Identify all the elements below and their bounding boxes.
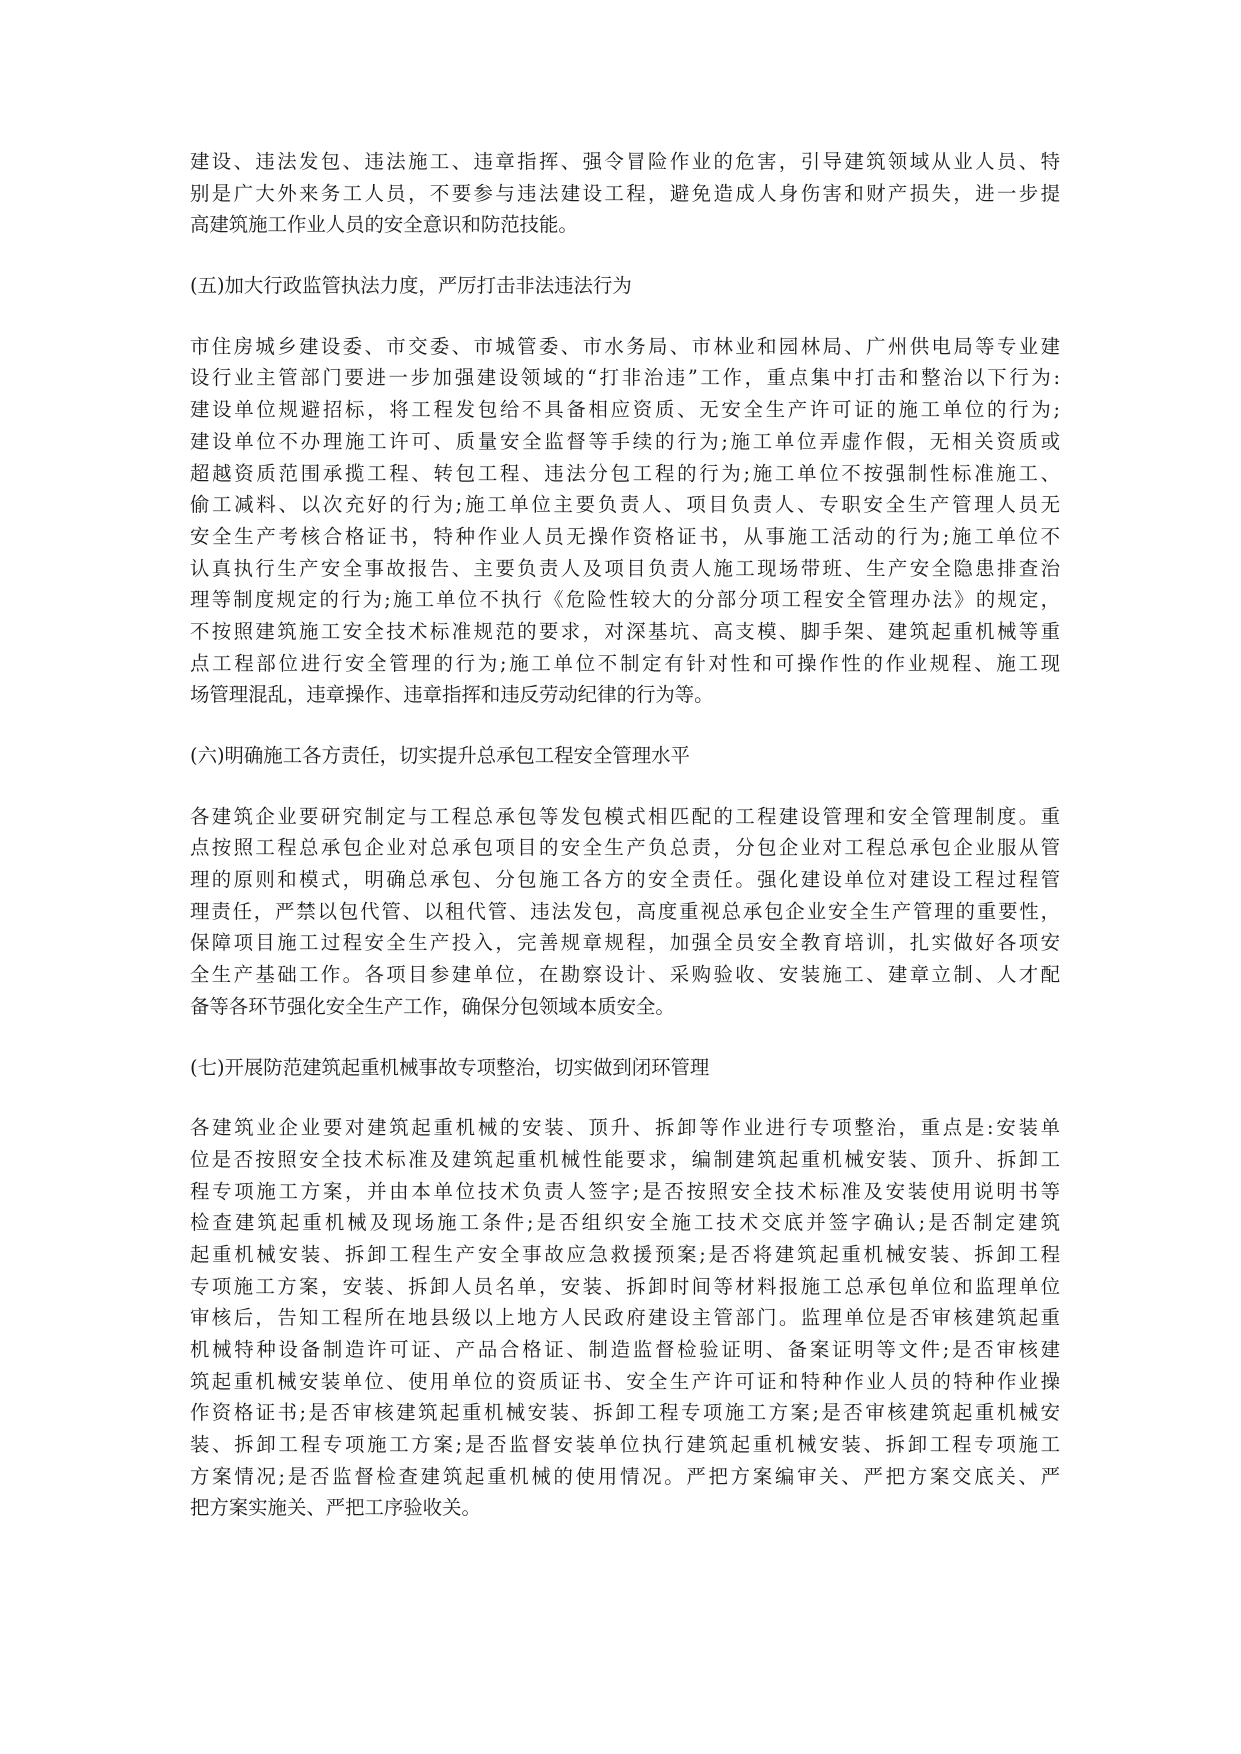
- paragraph-line: 把方案实施关、严把工序验收关。: [190, 1496, 481, 1520]
- paragraph-line: 建设、违法发包、违法施工、违章指挥、强令冒险作业的危害，引导建筑领域从业人员、特: [190, 150, 1060, 173]
- paragraph-line: 理等制度规定的行为;施工单位不执行《危险性较大的分部分项工程安全管理办法》的规定，: [190, 588, 1060, 612]
- paragraph-line: 高建筑施工作业人员的安全意识和防范技能。: [190, 213, 578, 237]
- paragraph-line: 点工程部位进行安全管理的行为;施工单位不制定有针对性和可操作性的作业规程、施工现: [190, 651, 1060, 675]
- paragraph-line: 不按照建筑施工安全技术标准规范的要求，对深基坑、高支模、脚手架、建筑起重机械等重: [190, 619, 1060, 643]
- paragraph: [190, 1112, 1060, 1524]
- paragraph-line: 机械特种设备制造许可证、产品合格证、制造监督检验证明、备案证明等文件;是否审核建: [190, 1338, 1060, 1361]
- paragraph-line: 点按照工程总承包企业对总承包项目的安全生产负总责，分包企业对工程总承包企业服从管: [190, 836, 1060, 860]
- paragraph-line: 别是广大外来务工人员，不要参与违法建设工程，避免造成人身伤害和财产损失，进一步提: [190, 181, 1060, 205]
- block-spacer: [190, 1023, 1060, 1052]
- paragraph-line: 场管理混乱，违章操作、违章指挥和违反劳动纪律的行为等。: [190, 683, 714, 707]
- block-spacer: [190, 302, 1060, 331]
- heading-text: (七)开展防范建筑起重机械事故专项整治，切实做到闭环管理: [190, 1055, 710, 1079]
- paragraph-line: 位是否按照安全技术标准及建筑起重机械性能要求，编制建筑起重机械安装、顶升、拆卸工: [190, 1147, 1060, 1171]
- paragraph-line: 设行业主管部门要进一步加强建设领域的“打非治违”工作，重点集中打击和整治以下行为:: [190, 366, 1060, 390]
- heading-text: (六)明确施工各方责任，切实提升总承包工程安全管理水平: [190, 744, 690, 767]
- block-spacer: [190, 711, 1060, 740]
- section-heading: [190, 740, 1060, 772]
- paragraph-line: 保障项目施工过程安全生产投入，完善规章规程，加强全员安全教育培训，扎实做好各项安: [190, 931, 1060, 955]
- paragraph-line: 程专项施工方案，并由本单位技术负责人签字;是否按照安全技术标准及安装使用说明书等: [190, 1179, 1060, 1203]
- paragraph-line: 作资格证书;是否审核建筑起重机械安装、拆卸工程专项施工方案;是否审核建筑起重机械安: [190, 1401, 1060, 1425]
- paragraph-line: 全生产基础工作。各项目参建单位，在勘察设计、采购验收、安装施工、建章立制、人才配: [190, 963, 1060, 987]
- paragraph: [190, 801, 1060, 1023]
- paragraph-line: 理的原则和模式，明确总承包、分包施工各方的安全责任。强化建设单位对建设工程过程管: [190, 868, 1060, 892]
- paragraph-line: 安全生产考核合格证书，特种作业人员无操作资格证书，从事施工活动的行为;施工单位不: [190, 524, 1060, 548]
- paragraph-line: 备等各环节强化安全生产工作，确保分包领域本质安全。: [190, 994, 675, 1018]
- block-spacer: [190, 241, 1060, 270]
- paragraph-line: 审核后，告知工程所在地县级以上地方人民政府建设主管部门。监理单位是否审核建筑起重: [190, 1306, 1060, 1330]
- paragraph-line: 专项施工方案，安装、拆卸人员名单，安装、拆卸时间等材料报施工总承包单位和监理单位: [190, 1274, 1060, 1298]
- paragraph-line: 方案情况;是否监督检查建筑起重机械的使用情况。严把方案编审关、严把方案交底关、严: [190, 1464, 1060, 1488]
- block-spacer: [190, 1083, 1060, 1112]
- paragraph-line: 起重机械安装、拆卸工程生产安全事故应急救援预案;是否将建筑起重机械安装、拆卸工程: [190, 1242, 1060, 1266]
- section-heading: [190, 270, 1060, 302]
- paragraph-line: 偷工减料、以次充好的行为;施工单位主要负责人、项目负责人、专职安全生产管理人员无: [190, 493, 1060, 517]
- paragraph-line: 理责任，严禁以包代管、以租代管、违法发包，高度重视总承包企业安全生产管理的重要性，: [190, 899, 1060, 923]
- paragraph-line: 装、拆卸工程专项施工方案;是否监督安装单位执行建筑起重机械安装、拆卸工程专项施工: [190, 1433, 1060, 1457]
- paragraph-line: 建设单位不办理施工许可、质量安全监督等手续的行为;施工单位弄虚作假，无相关资质或: [190, 429, 1060, 453]
- paragraph-line: 超越资质范围承揽工程、转包工程、违法分包工程的行为;施工单位不按强制性标准施工、: [190, 461, 1060, 485]
- paragraph-line: 各建筑企业要研究制定与工程总承包等发包模式相匹配的工程建设管理和安全管理制度。重: [190, 804, 1060, 828]
- paragraph-line: 检查建筑起重机械及现场施工条件;是否组织安全施工技术交底并签字确认;是否制定建筑: [190, 1211, 1060, 1235]
- paragraph-line: 筑起重机械安装单位、使用单位的资质证书、安全生产许可证和特种作业人员的特种作业操: [190, 1369, 1060, 1393]
- paragraph-line: 认真执行生产安全事故报告、主要负责人及项目负责人施工现场带班、生产安全隐患排查治: [190, 556, 1060, 580]
- paragraph: [190, 331, 1060, 711]
- heading-text: (五)加大行政监管执法力度，严厉打击非法违法行为: [190, 274, 632, 298]
- section-heading: [190, 1052, 1060, 1084]
- paragraph-line: 各建筑业企业要对建筑起重机械的安装、顶升、拆卸等作业进行专项整治，重点是:安装单: [190, 1116, 1060, 1140]
- paragraph-line: 市住房城乡建设委、市交委、市城管委、市水务局、市林业和园林局、广州供电局等专业建: [190, 334, 1060, 358]
- block-spacer: [190, 772, 1060, 801]
- paragraph-line: 建设单位规避招标，将工程发包给不具备相应资质、无安全生产许可证的施工单位的行为;: [190, 398, 1060, 422]
- document-body: [190, 146, 1060, 1524]
- paragraph: [190, 146, 1060, 241]
